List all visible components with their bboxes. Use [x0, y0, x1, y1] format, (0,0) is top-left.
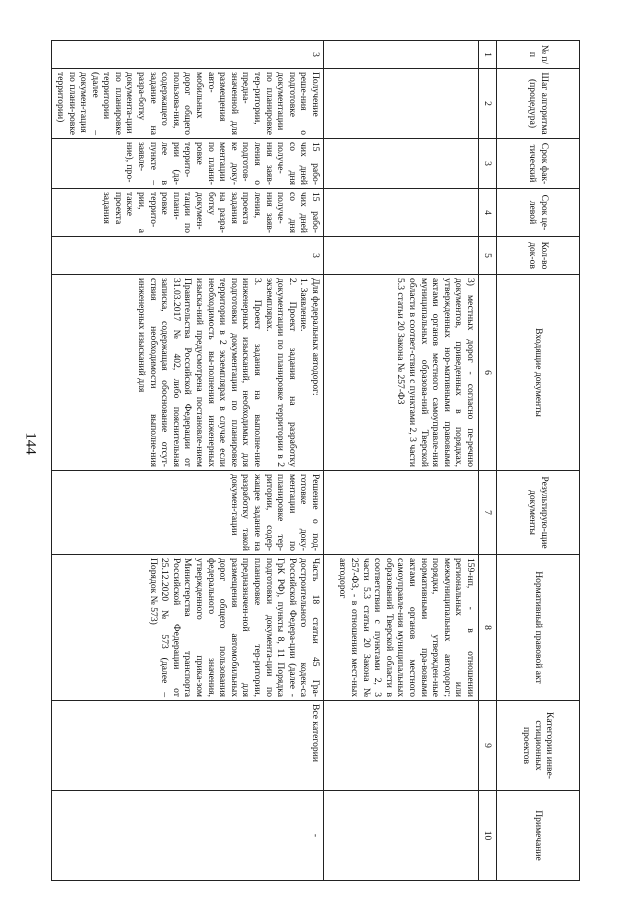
- header-cell-input-docs: Входящие документы: [497, 275, 580, 471]
- cell-doc-count: [324, 237, 479, 275]
- cell-categories: Все категории: [52, 701, 324, 791]
- column-number: 5: [479, 237, 497, 275]
- cell-input-docs: 3) местных дорог - согласно пе-речню документов, приведенных в порядках, утвержденных нор-мативными правовыми актами органов местного самоуправле-ния муниципальных образова-ний Тверской области в соответ-ствии с пунктами 2, 3 части 5.3 статьи 20 Закона № 257-ФЗ: [324, 275, 479, 471]
- input-docs-line: 3. Проект задания на выполне-ние инженерных изысканий, необходимых для подготовки документации по планировке территории в 2 экземплярах в случае если необходимость вы-полнения инженерных изыска-ний предусмотрена постановле-нием Правительства Российской Федерации от 31.03.2017 № 402, либо пояснительная записка, содержащая обоснование отсут-ствия необходимости выполне-ния инженерных изысканий для: [136, 278, 264, 467]
- input-docs-line: Для федеральных автодорог:: [310, 278, 321, 396]
- header-cell-actual-term: Срок фак-тический: [497, 139, 580, 189]
- table-row: [52, 41, 324, 881]
- page-number: 144: [22, 432, 39, 455]
- cell-target-term: [324, 189, 479, 237]
- column-number: 6: [479, 275, 497, 471]
- cell-doc-count: 3: [52, 237, 324, 275]
- header-cell-categories: Категории инве-стиционных проектов: [497, 701, 580, 791]
- header-cell-step: Шаг алгоритма (процедура): [497, 69, 580, 139]
- cell-legal-act: Часть 18 статьи 45 Гра-достроительного кодек-са Российской Федера-ции (далее - ГрК РФ), пункты 8, 11 Порядка подготовки документа-ции по планировке тер-ритории, предназначен-ной для размещения автомобильных дорог общего пользования федерального значения, утвержденного прика-зом Министерства транспорта Российской Федерации от 25.12.2020 № 573 (далее – Порядок № 573): [52, 555, 324, 701]
- cell-step: [324, 69, 479, 139]
- header-cell-target-term: Срок це-левой: [497, 189, 580, 237]
- column-number: 4: [479, 189, 497, 237]
- document-sheet: [54, 40, 580, 880]
- column-number: 8: [479, 555, 497, 701]
- input-docs-line: 2. Проект задания на разработку документации по планировке территории в 2 экземплярах.: [263, 278, 298, 467]
- cell-note: -: [52, 791, 324, 881]
- header-cell-doc-count: Кол-во док-ов: [497, 237, 580, 275]
- column-number: 3: [479, 139, 497, 189]
- header-cell-note: Примечание: [497, 791, 580, 881]
- cell-categories: [324, 701, 479, 791]
- header-row: [497, 41, 580, 881]
- column-number: 1: [479, 41, 497, 69]
- column-number: 7: [479, 471, 497, 555]
- cell-number: 3: [52, 41, 324, 69]
- column-number: 2: [479, 69, 497, 139]
- header-cell-result-docs: Результирую-щие документы: [497, 471, 580, 555]
- algorithm-table: [51, 40, 580, 881]
- column-number: 10: [479, 791, 497, 881]
- cell-note: [324, 791, 479, 881]
- cell-actual-term: [324, 139, 479, 189]
- cell-result-docs: [324, 471, 479, 555]
- cell-input-docs: [52, 275, 324, 471]
- column-number-row: [479, 41, 497, 881]
- cell-result-docs: Решение о под-готовке доку-ментации по планировке тер-ритории, содер-жащее задание на разработку такой докумен-тации: [52, 471, 324, 555]
- header-cell-legal-act: Нормативный правовой акт: [497, 555, 580, 701]
- cell-target-term: 15 рабо-чих дней со дня получе-ния заяв-ления, проекта задания на разра-ботку докумен-тации по плани-ровке террито-рии, а также проекта задания: [52, 189, 324, 237]
- table-row-continuation: [324, 41, 479, 881]
- input-docs-line: 1. Заявление.: [298, 278, 310, 332]
- cell-legal-act: 159-нп, - в отношении региональных или межмуниципальных автодорог; порядки, утвержден-ные нормативными пра-вовыми актами органов местного самоуправле-ния муниципальных образований Тверской области в соответствии с пунктами 2, 3 части 5.3 статьи 20 Закона № 257-ФЗ, - в отношении мест-ных автодорог: [324, 555, 479, 701]
- cell-number: [324, 41, 479, 69]
- cell-step: Получение реше-ния о подготовке документации по планировке тер-ритории, предна-значенной для размещения авто-мобильных дорог общего пользова-ния, содержащего задание на разра-ботку документа-ции по планировке территории (далее – докумен-тация по плани-ровке территории): [52, 69, 324, 139]
- cell-actual-term: 15 рабо-чих дней со дня получе-ния заяв-ления о подготов-ке доку-ментации по плани-ровке террито-рии (да-лее в пункте – заявле-ние), про-: [52, 139, 324, 189]
- column-number: 9: [479, 701, 497, 791]
- header-cell-number: № п/п: [497, 41, 580, 69]
